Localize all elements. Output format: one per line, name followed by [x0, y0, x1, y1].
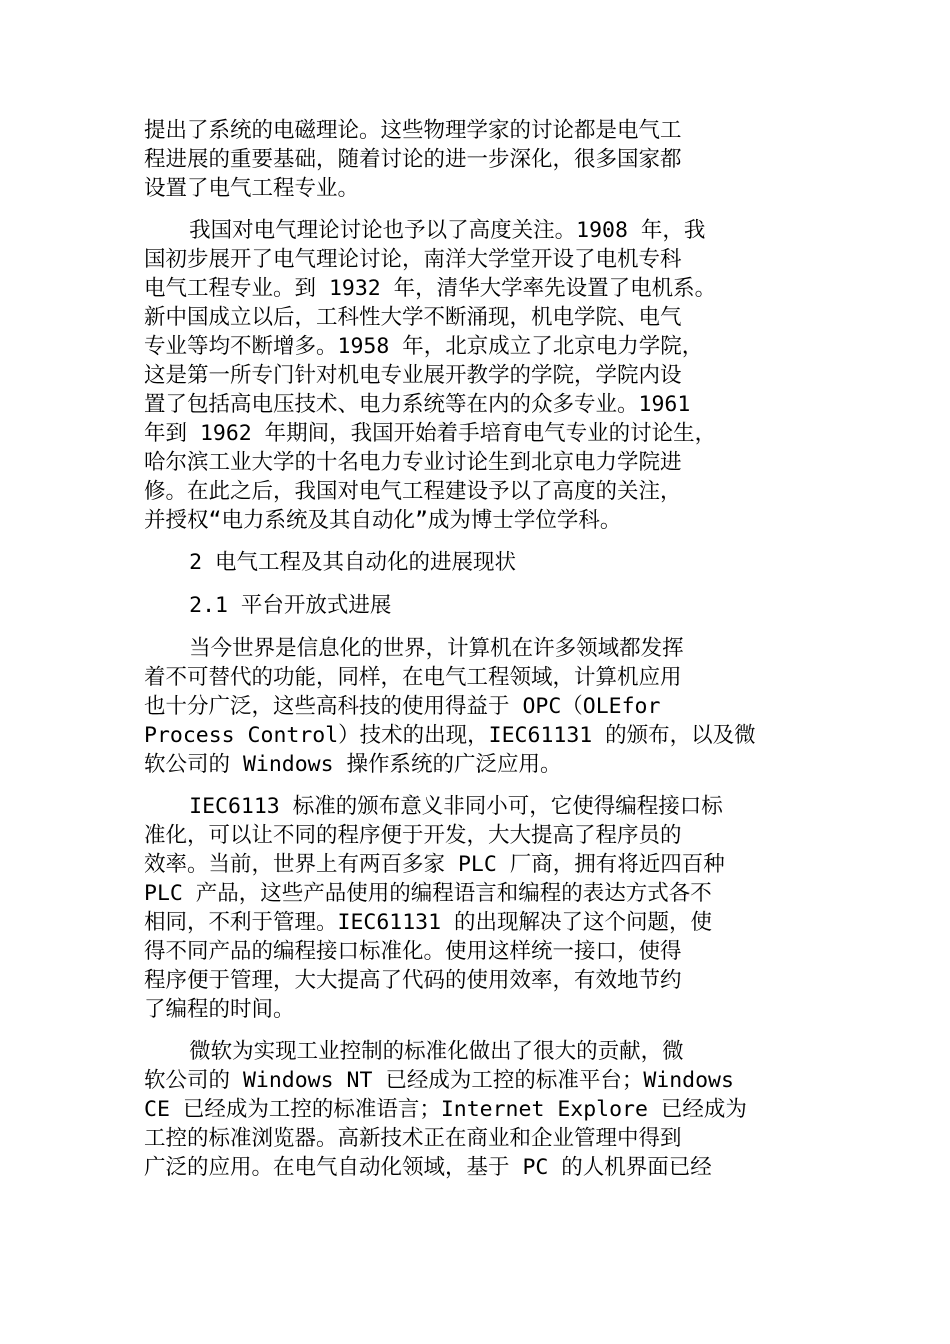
- text-line: IEC6113 标准的颁布意义非同小可，它使得编程接口标: [189, 794, 723, 819]
- text-line: 设置了电气工程专业。: [144, 176, 360, 201]
- text-line: 微软为实现工业控制的标准化做出了很大的贡献，微: [189, 1039, 684, 1064]
- text-line: 工控的标准浏览器。高新技术正在商业和企业管理中得到: [144, 1126, 682, 1151]
- section-heading: 2 电气工程及其自动化的进展现状: [189, 550, 517, 575]
- text-line: 广泛的应用。在电气自动化领域，基于 PC 的人机界面已经: [144, 1155, 712, 1180]
- text-line: PLC 产品，这些产品使用的编程语言和编程的表达方式各不: [144, 881, 712, 906]
- text-line: Process Control）技术的出现，IEC61131 的颁布，以及微: [144, 723, 756, 748]
- text-line: 年到 1962 年期间，我国开始着手培育电气专业的讨论生，: [144, 421, 717, 446]
- text-line: 着不可替代的功能，同样，在电气工程领域，计算机应用: [144, 665, 682, 690]
- paragraph-microsoft: [144, 1037, 806, 1182]
- text-line: 国初步展开了电气理论讨论，南洋大学堂开设了电机专科: [144, 247, 682, 272]
- text-line: 我国对电气理论讨论也予以了高度关注。1908 年，我: [189, 218, 706, 243]
- text-line: 提出了系统的电磁理论。这些物理学家的讨论都是电气工: [144, 118, 682, 143]
- text-line: 电气工程专业。到 1932 年，清华大学率先设置了电机系。: [144, 276, 717, 301]
- text-line: 也十分广泛，这些高科技的使用得益于 OPC（OLEfor: [144, 694, 661, 719]
- text-line: 并授权“电力系统及其自动化”成为博士学位学科。: [144, 508, 622, 533]
- text-line: 程进展的重要基础，随着讨论的进一步深化，很多国家都: [144, 147, 682, 172]
- text-line: 相同，不利于管理。IEC61131 的出现解决了这个问题，使: [144, 910, 712, 935]
- text-line: 软公司的 Windows NT 已经成为工控的标准平台；Windows: [144, 1068, 734, 1093]
- text-line: 修。在此之后，我国对电气工程建设予以了高度的关注，: [144, 479, 682, 504]
- text-line: 效率。当前，世界上有两百多家 PLC 厂商，拥有将近四百种: [144, 852, 725, 877]
- text-line: 哈尔滨工业大学的十名电力专业讨论生到北京电力学院进: [144, 450, 682, 475]
- text-line: 置了包括高电压技术、电力系统等在内的众多专业。1961: [144, 392, 691, 417]
- paragraph-china-history: [144, 216, 806, 535]
- text-line: 新中国成立以后，工科性大学不断涌现，机电学院、电气: [144, 305, 682, 330]
- paragraph-open-platform: [144, 634, 806, 779]
- text-line: 软公司的 Windows 操作系统的广泛应用。: [144, 752, 562, 777]
- text-line: CE 已经成为工控的标准语言；Internet Explore 已经成为: [144, 1097, 747, 1122]
- text-line: 当今世界是信息化的世界，计算机在许多领域都发挥: [189, 636, 684, 661]
- text-line: 程序便于管理，大大提高了代码的使用效率，有效地节约: [144, 968, 682, 993]
- text-line: 得不同产品的编程接口标准化。使用这样统一接口，使得: [144, 939, 682, 964]
- text-line: 准化，可以让不同的程序便于开发，大大提高了程序员的: [144, 823, 682, 848]
- document-body: [144, 116, 806, 1195]
- paragraph-intro-continuation: [144, 116, 806, 203]
- subsection-heading: 2.1 平台开放式进展: [189, 593, 392, 618]
- text-line: 专业等均不断增多。1958 年，北京成立了北京电力学院，: [144, 334, 704, 359]
- paragraph-iec-standard: [144, 792, 806, 1024]
- text-line: 这是第一所专门针对机电专业展开教学的学院，学院内设: [144, 363, 682, 388]
- text-line: 了编程的时间。: [144, 997, 295, 1022]
